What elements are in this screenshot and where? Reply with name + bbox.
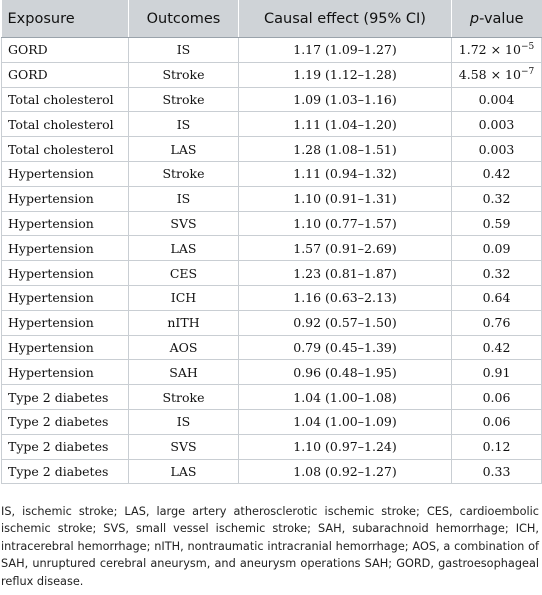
p-value-mantissa: 1.72 × 10 (458, 42, 521, 58)
cell-outcome: nITH (129, 310, 239, 335)
cell-outcome: IS (129, 112, 239, 137)
table-row (2, 409, 542, 434)
header-p-rest: -value (479, 10, 524, 27)
header-exposure: Exposure (2, 0, 129, 38)
cell-exposure: Type 2 diabetes (2, 459, 129, 484)
table-row (2, 360, 542, 385)
table-row (2, 385, 542, 410)
cell-p-value: 0.06 (452, 409, 542, 434)
cell-outcome: IS (129, 38, 239, 63)
cell-exposure: Type 2 diabetes (2, 409, 129, 434)
cell-exposure: Hypertension (2, 211, 129, 236)
cell-causal-effect: 1.10 (0.77–1.57) (239, 211, 452, 236)
table-row (2, 236, 542, 261)
cell-outcome: IS (129, 186, 239, 211)
cell-p-value: 0.003 (452, 112, 542, 137)
cell-causal-effect: 1.17 (1.09–1.27) (239, 38, 452, 63)
table-row (2, 112, 542, 137)
cell-p-value: 0.91 (452, 360, 542, 385)
cell-outcome: CES (129, 261, 239, 286)
header-p-value (452, 0, 542, 38)
cell-exposure: Hypertension (2, 161, 129, 186)
cell-p-value: 0.33 (452, 459, 542, 484)
header-causal-effect: Causal effect (95% CI) (239, 0, 452, 38)
cell-outcome: AOS (129, 335, 239, 360)
cell-outcome: Stroke (129, 385, 239, 410)
cell-exposure: GORD (2, 62, 129, 87)
cell-causal-effect: 1.28 (1.08–1.51) (239, 137, 452, 162)
table-row (2, 335, 542, 360)
cell-outcome: SAH (129, 360, 239, 385)
cell-outcome: ICH (129, 285, 239, 310)
cell-causal-effect: 1.11 (0.94–1.32) (239, 161, 452, 186)
cell-causal-effect: 1.57 (0.91–2.69) (239, 236, 452, 261)
table-row (2, 434, 542, 459)
cell-exposure: Total cholesterol (2, 87, 129, 112)
cell-exposure: Type 2 diabetes (2, 385, 129, 410)
cell-exposure: Hypertension (2, 236, 129, 261)
cell-p-value: 0.06 (452, 385, 542, 410)
cell-outcome: SVS (129, 434, 239, 459)
table-row (2, 261, 542, 286)
table-row (2, 459, 542, 484)
cell-exposure: Hypertension (2, 360, 129, 385)
cell-exposure: GORD (2, 38, 129, 63)
cell-causal-effect: 0.92 (0.57–1.50) (239, 310, 452, 335)
table-body (2, 38, 542, 484)
cell-exposure: Total cholesterol (2, 137, 129, 162)
cell-causal-effect: 0.96 (0.48–1.95) (239, 360, 452, 385)
table-row (2, 87, 542, 112)
cell-causal-effect: 1.10 (0.97–1.24) (239, 434, 452, 459)
cell-p-value: 0.003 (452, 137, 542, 162)
table-row (2, 137, 542, 162)
cell-causal-effect: 0.79 (0.45–1.39) (239, 335, 452, 360)
cell-p-value: 0.42 (452, 161, 542, 186)
cell-p-value: 0.76 (452, 310, 542, 335)
cell-causal-effect: 1.09 (1.03–1.16) (239, 87, 452, 112)
cell-p-value: 0.42 (452, 335, 542, 360)
cell-exposure: Hypertension (2, 310, 129, 335)
cell-exposure: Total cholesterol (2, 112, 129, 137)
cell-exposure: Hypertension (2, 285, 129, 310)
cell-outcome: SVS (129, 211, 239, 236)
cell-p-value: 0.12 (452, 434, 542, 459)
cell-outcome: LAS (129, 236, 239, 261)
cell-outcome: Stroke (129, 87, 239, 112)
table-row (2, 211, 542, 236)
header-row (2, 0, 542, 38)
cell-outcome: IS (129, 409, 239, 434)
cell-causal-effect: 1.23 (0.81–1.87) (239, 261, 452, 286)
cell-p-value (452, 62, 542, 87)
results-table (1, 0, 542, 484)
p-value-exponent: −7 (520, 67, 535, 78)
cell-outcome: Stroke (129, 161, 239, 186)
cell-p-value: 0.32 (452, 261, 542, 286)
cell-causal-effect: 1.08 (0.92–1.27) (239, 459, 452, 484)
cell-exposure: Type 2 diabetes (2, 434, 129, 459)
cell-p-value: 0.004 (452, 87, 542, 112)
cell-causal-effect: 1.16 (0.63–2.13) (239, 285, 452, 310)
table-row (2, 310, 542, 335)
table-footnote: IS, ischemic stroke; LAS, large artery atherosclerotic ischemic stroke; CES, cardioembolic ischemic stroke; SVS, small vessel ischemic stroke; SAH, subarachnoid hemorrhage; ICH, intracerebral hemorrhage; nITH, nontraumatic intracranial hemorrhage; AOS, a combination of SAH, unruptured cerebral aneurysm, and aneurysm operations SAH; GORD, gastroesophageal reflux disease. (1, 505, 539, 588)
cell-outcome: Stroke (129, 62, 239, 87)
results-table-container (1, 0, 541, 484)
cell-p-value: 0.09 (452, 236, 542, 261)
table-row (2, 285, 542, 310)
cell-causal-effect: 1.04 (1.00–1.09) (239, 409, 452, 434)
cell-causal-effect: 1.10 (0.91–1.31) (239, 186, 452, 211)
cell-causal-effect: 1.11 (1.04–1.20) (239, 112, 452, 137)
p-value-exponent: −5 (520, 42, 535, 53)
cell-outcome: LAS (129, 459, 239, 484)
table-header (2, 0, 542, 38)
table-row (2, 62, 542, 87)
table-row (2, 186, 542, 211)
cell-exposure: Hypertension (2, 261, 129, 286)
p-value-mantissa: 4.58 × 10 (458, 67, 521, 83)
header-p-italic: p (469, 10, 480, 27)
cell-causal-effect: 1.04 (1.00–1.08) (239, 385, 452, 410)
table-row (2, 161, 542, 186)
cell-outcome: LAS (129, 137, 239, 162)
cell-p-value: 0.32 (452, 186, 542, 211)
cell-p-value: 0.64 (452, 285, 542, 310)
cell-causal-effect: 1.19 (1.12–1.28) (239, 62, 452, 87)
cell-p-value (452, 38, 542, 63)
cell-exposure: Hypertension (2, 335, 129, 360)
header-outcomes: Outcomes (129, 0, 239, 38)
table-row (2, 38, 542, 63)
cell-p-value: 0.59 (452, 211, 542, 236)
cell-exposure: Hypertension (2, 186, 129, 211)
